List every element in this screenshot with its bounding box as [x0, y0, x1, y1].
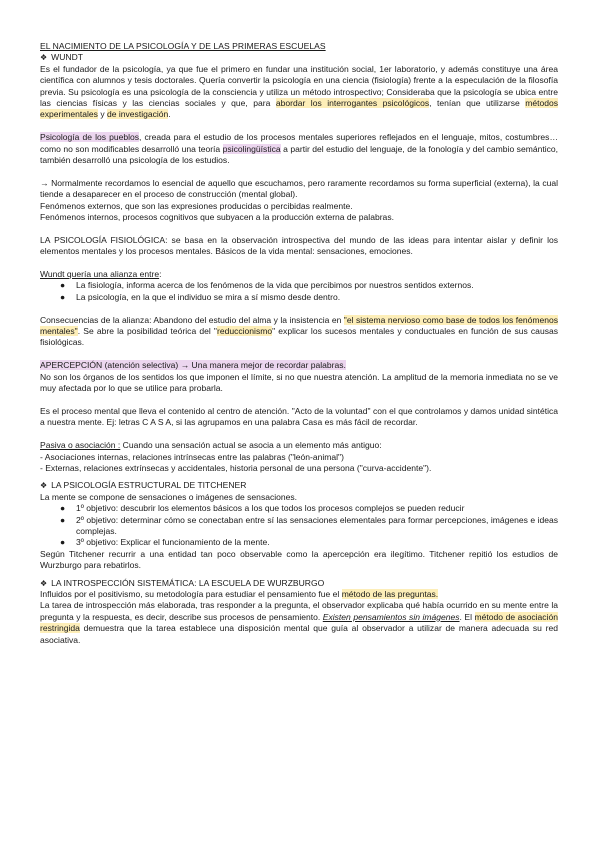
wundt-paragraph-3: → Normalmente recordamos lo esencial de aquello que escuchamos, pero raramente recordamos su forma superficial (externa), la cual tiende a desaparecer en el proceso de construcción (mental global).	[40, 177, 558, 200]
consecuencias-paragraph: Consecuencias de la alianza: Abandono del estudio del alma y la insistencia en "el sistema nervioso como base de todos los fenómenos mentales". Se abre la posibilidad teórica del "reduccionismo" explicar los sucesos mentales y conductuales en función de sus causas fisiológicas.	[40, 314, 558, 348]
psicologia-fisiologica-paragraph: LA PSICOLOGÍA FISIOLÓGICA: se basa en la observación introspectiva del mundo de las ideas para intentar aislar y definir los elementos mentales y los procesos mentales. Básicos de la vida mental: sensaciones, emociones.	[40, 234, 558, 257]
apercepcion-paragraph-1: No son los órganos de los sentidos los que imponen el límite, si no que nuestra atención. La amplitud de la memoria inmediata no se ve muy afectada por lo que se utilice para probarla.	[40, 371, 558, 394]
list-item: ● La fisiología, informa acerca de los fenómenos de la vida que percibimos por nuestros sentidos externos.	[60, 280, 474, 291]
list-item: ● 2º objetivo: determinar cómo se conectaban entre sí las sensaciones elementales para formar percepciones, imágenes e ideas complejas.	[60, 514, 558, 536]
bullet-icon: ●	[60, 503, 66, 514]
titchener-heading: ❖ LA PSICOLOGÍA ESTRUCTURAL DE TITCHENER	[40, 480, 247, 491]
wundt-line-internos: Fenómenos internos, procesos cognitivos que subyacen a la producción externa de palabras.	[40, 212, 394, 223]
bullet-icon: ●	[60, 514, 66, 525]
wurzburgo-heading: ❖ LA INTROSPECCIÓN SISTEMÁTICA: LA ESCUELA DE WURZBURGO	[40, 577, 325, 588]
diamond-bullet-icon: ❖	[40, 53, 48, 63]
bullet-icon: ●	[60, 291, 66, 302]
list-item: ● La psicología, en la que el individuo se mira a sí mismo desde dentro.	[60, 291, 341, 302]
wurzburgo-paragraph-1: Influidos por el positivismo, su metodología para estudiar el pensamiento fue el método de las preguntas.	[40, 588, 439, 599]
highlight-pink: psicolingüística	[222, 143, 281, 154]
document-page	[40, 41, 558, 646]
wundt-paragraph-1: Es el fundador de la psicología, ya que fue el primero en fundar una institución social, 1er laboratorio, y además constituye una área científica con alumnos y tesis doctorales. Quería convertir la psicología en una ciencia (fisiología) frente a la especulación de la filosofía previa. Su psicología es una psicología de la consciencia y utiliza un método introspectivo; Consideraba que la psicología se ubica entre las ciencias físicas y las ciencias sociales y que, para abordar los interrogantes psicológicos, tenían que utilizarse métodos experimentales y de investigación.	[40, 63, 558, 120]
asociaciones-internas-line: - Asociaciones internas, relaciones intrínsecas entre las palabras ("león-animal")	[40, 451, 344, 462]
document-title: EL NACIMIENTO DE LA PSICOLOGÍA Y DE LAS PRIMERAS ESCUELAS	[40, 41, 326, 51]
highlight: de investigación	[107, 109, 169, 120]
highlight: método de las preguntas.	[341, 588, 439, 599]
highlight: abordar los interrogantes psicológicos	[275, 98, 430, 109]
asociaciones-externas-line: - Externas, relaciones extrínsecas y accidentales, historia personal de una persona ("curva-accidente").	[40, 462, 432, 473]
alianza-heading: Wundt quería una alianza entre:	[40, 269, 162, 280]
list-item: ● 3º objetivo: Explicar el funcionamiento de la mente.	[60, 537, 270, 548]
wundt-line-externos: Fenómenos externos, que son las expresiones producidas o percibidas realmente.	[40, 200, 353, 211]
titchener-closing: Según Titchener recurrir a una entidad tan poco observable como la apercepción era ilegítimo. Titchener repitió los estudios de Wurzburgo para rebatirlos.	[40, 548, 558, 571]
highlight: reduccionismo	[216, 326, 273, 337]
list-item: ● 1º objetivo: descubrir los elementos básicos a los que todos los procesos complejos se pueden reducir	[60, 503, 465, 514]
diamond-bullet-icon: ❖	[40, 481, 48, 491]
bullet-icon: ●	[60, 280, 66, 291]
highlight: método de asociación restringida	[40, 611, 558, 634]
bullet-icon: ●	[60, 537, 66, 548]
highlight: métodos experimentales	[40, 98, 558, 120]
highlight-pink: Psicología de los pueblos	[40, 132, 140, 143]
apercepcion-paragraph-2: Es el proceso mental que lleva el contenido al centro de atención. "Acto de la voluntad" con el que controlamos y damos unidad sintética a nuestra mente. Ej: letras C A S A, si las agrupamos en una palabra Casa es más fácil de recordar.	[40, 405, 558, 428]
titchener-intro: La mente se compone de sensaciones o imágenes de sensaciones.	[40, 491, 298, 502]
underlined-text: Existen pensamientos sin imágenes	[322, 611, 460, 622]
pasiva-asociacion-line: Pasiva o asociación : Cuando una sensación actual se asocia a un elemento más antiguo:	[40, 440, 382, 451]
diamond-bullet-icon: ❖	[40, 578, 48, 588]
wundt-heading: ❖ WUNDT	[40, 52, 83, 63]
wurzburgo-paragraph-2: La tarea de introspección más elaborada, tras responder a la pregunta, el observador explicaba qué había ocurrido en su mente entre la pregunta y la respuesta, es decir, describe sus procesos de pensamiento. Existen pensamientos sin imágenes. El método de asociación restringida demuestra que la tarea establece una disposición mental que guía al observador a utilizar de manera adecuada su red asociativa.	[40, 600, 558, 645]
apercepcion-heading: APERCEPCIÓN (atención selectiva) → Una manera mejor de recordar palabras.	[40, 360, 346, 371]
highlight: "el sistema nervioso como base de todos los fenómenos mentales"	[40, 314, 558, 337]
wundt-paragraph-2: Psicología de los pueblos, creada para el estudio de los procesos mentales superiores reflejados en el lenguaje, mitos, costumbres… como no son modificables desarrolló una teoría psicolingüística a partir del estudio del lenguaje, de la fonología y del cambio semántico, también desarrolló una psicología de los estudios.	[40, 132, 558, 166]
